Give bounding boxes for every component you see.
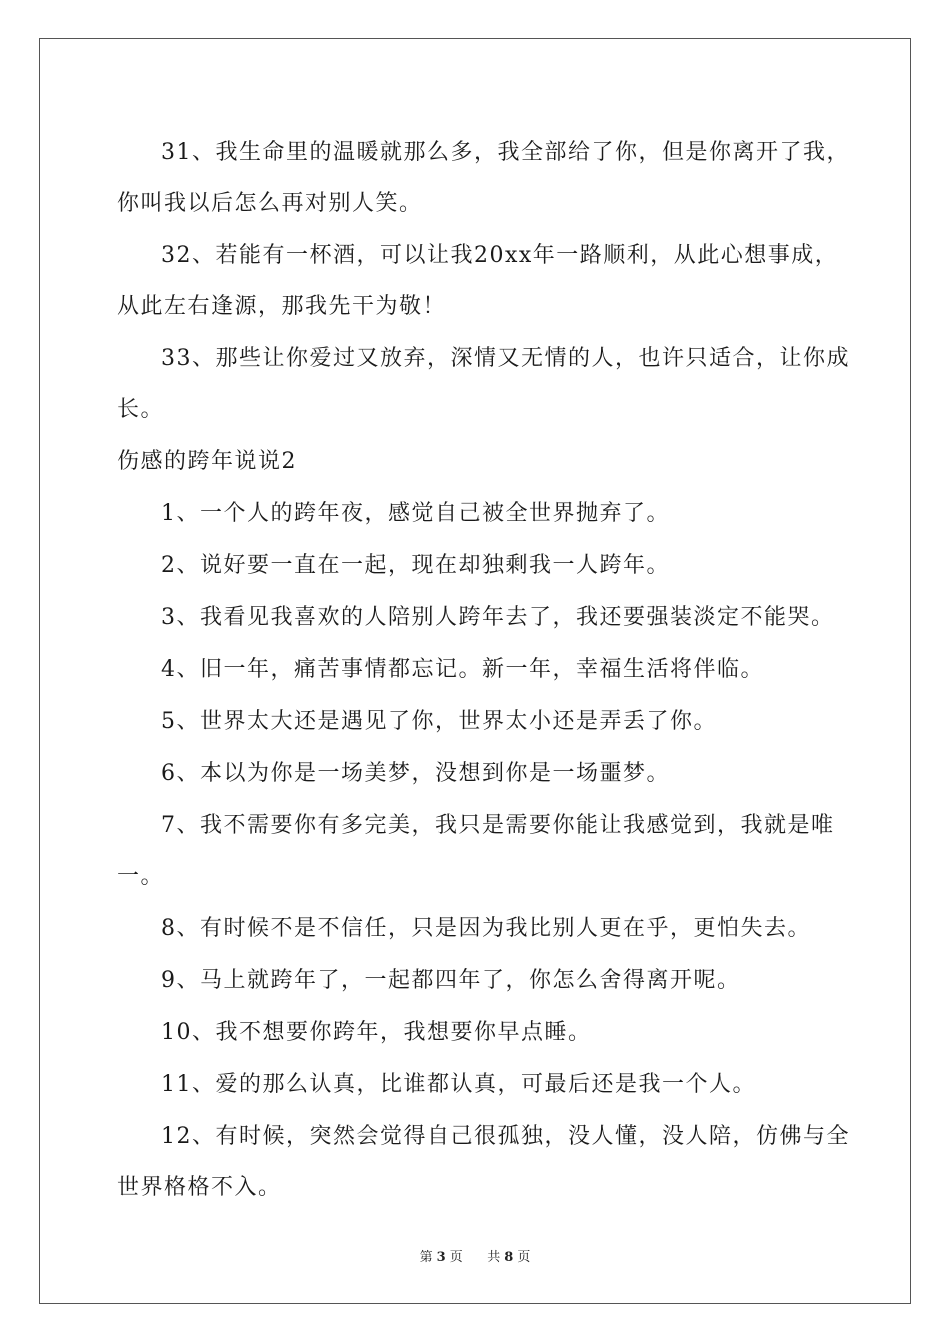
paragraph-12: 12、有时候，突然会觉得自己很孤独，没人懂，没人陪，仿佛与全世界格格不入。	[117, 1124, 850, 1200]
section-heading: 伤感的跨年说说2	[117, 449, 297, 474]
paragraph-5: 5、世界太大还是遇见了你，世界太小还是弄丢了你。	[161, 709, 717, 734]
page-prefix: 第	[419, 1250, 433, 1265]
paragraph-2: 2、说好要一直在一起，现在却独剩我一人跨年。	[161, 553, 670, 578]
total-suffix: 页	[517, 1250, 531, 1265]
total-pages: 8	[504, 1250, 514, 1265]
document-body	[117, 127, 857, 1214]
total-pages-indicator	[485, 1250, 532, 1265]
paragraph-10: 10、我不想要你跨年，我想要你早点睡。	[161, 1020, 592, 1045]
paragraph-31: 31、我生命里的温暖就那么多，我全部给了你，但是你离开了我，你叫我以后怎么再对别人笑。	[117, 140, 850, 216]
paragraph-4: 4、旧一年，痛苦事情都忘记。新一年，幸福生活将伴临。	[161, 657, 764, 682]
paragraph-7: 7、我不需要你有多完美，我只是需要你能让我感觉到，我就是唯一。	[117, 813, 835, 889]
paragraph-6: 6、本以为你是一场美梦，没想到你是一场噩梦。	[161, 761, 670, 786]
paragraph-11: 11、爱的那么认真，比谁都认真，可最后还是我一个人。	[161, 1072, 756, 1097]
page-footer	[0, 1246, 950, 1265]
paragraph-9: 9、马上就跨年了，一起都四年了，你怎么舍得离开呢。	[161, 968, 741, 993]
page-number: 3	[436, 1250, 446, 1265]
paragraph-8: 8、有时候不是不信任，只是因为我比别人更在乎，更怕失去。	[161, 916, 811, 941]
total-prefix: 共	[487, 1250, 501, 1265]
paragraph-32: 32、若能有一杯酒，可以让我20xx年一路顺利，从此心想事成，从此左右逢源，那我先干为敬！	[117, 243, 839, 319]
page-indicator	[418, 1250, 465, 1265]
page-suffix: 页	[449, 1250, 463, 1265]
paragraph-3: 3、我看见我喜欢的人陪别人跨年去了，我还要强装淡定不能哭。	[161, 605, 835, 630]
paragraph-33: 33、那些让你爱过又放弃，深情又无情的人，也许只适合，让你成长。	[117, 346, 850, 422]
paragraph-1: 1、一个人的跨年夜，感觉自己被全世界抛弃了。	[161, 501, 670, 526]
